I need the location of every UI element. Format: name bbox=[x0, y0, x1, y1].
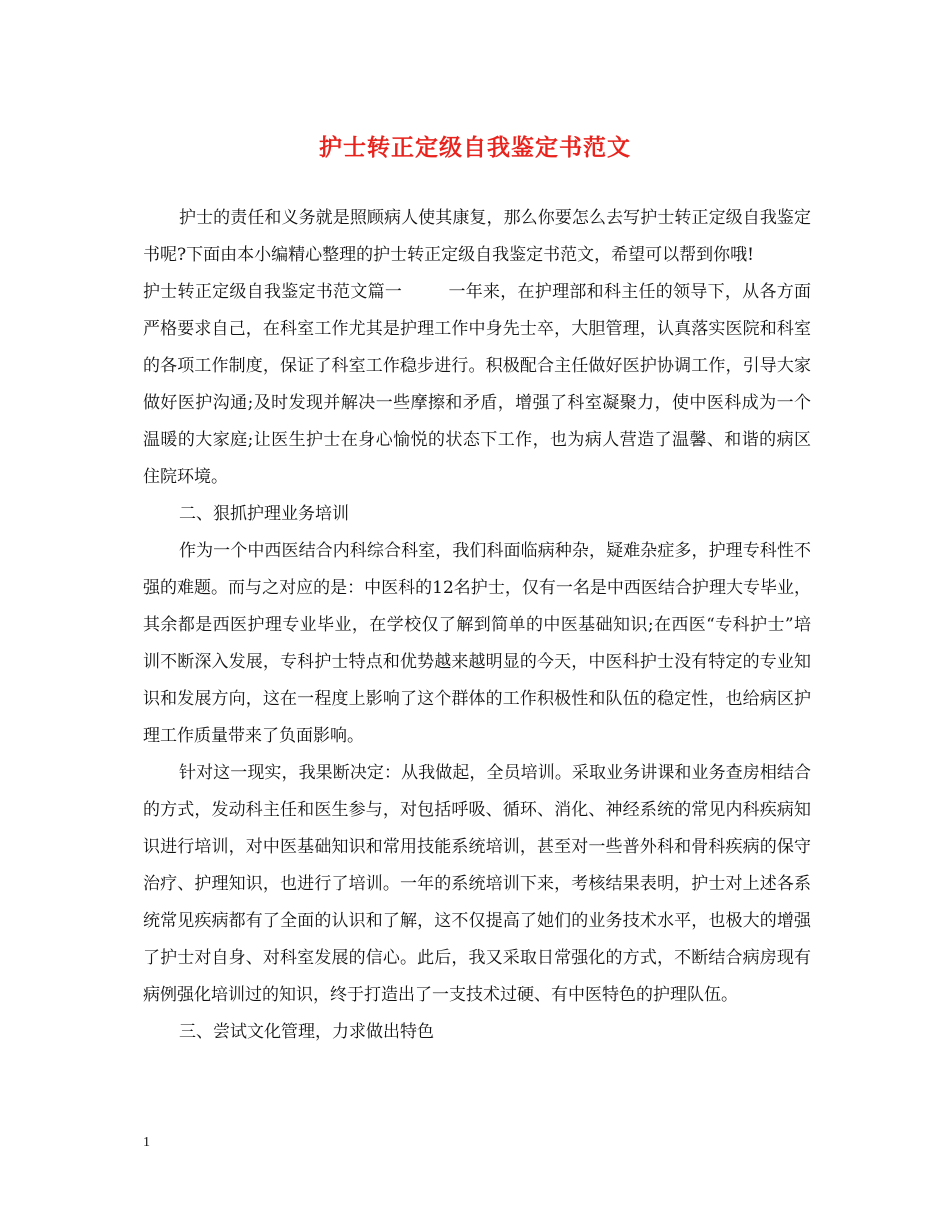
document-title: 护士转正定级自我鉴定书范文 bbox=[319, 134, 631, 161]
section-one-text: 一年来，在护理部和科主任的领导下，从各方面严格要求自己，在科室工作尤其是护理工作中身先士卒，大胆管理，认真落实医院和科室的各项工作制度，保证了科室工作稳步进行。积极配合主任做好医护协调工作，引导大家做好医护沟通;及时发现并解决一些摩擦和矛盾，增强了科室凝聚力，使中医科成为一个温暖的大家庭;让医生护士在身心愉悦的状态下工作，也为病人营造了温馨、和谐的病区住院环境。 bbox=[143, 282, 812, 487]
intro-paragraph: 护士的责任和义务就是照顾病人使其康复，那么你要怎么去写护士转正定级自我鉴定书呢?下面由本小编精心整理的护士转正定级自我鉴定书范文，希望可以帮到你哦! bbox=[143, 208, 811, 265]
section-one-label: 护士转正定级自我鉴定书范文篇一 bbox=[143, 282, 403, 302]
heading-three: 三、尝试文化管理，力求做出特色 bbox=[179, 1022, 434, 1042]
document-body bbox=[143, 200, 811, 1051]
page-number: 1 bbox=[143, 1135, 150, 1150]
section-one-paragraph bbox=[143, 274, 811, 496]
paragraph-two-a: 作为一个中西医结合内科综合科室，我们科面临病种杂，疑难杂症多，护理专科性不强的难题。而与之对应的是：中医科的12名护士，仅有一名是中西医结合护理大专毕业，其余都是西医护理专业毕业，在学校仅了解到简单的中医基础知识;在西医“专科护士”培训不断深入发展，专科护士特点和优势越来越明显的今天，中医科护士没有特定的专业知识和发展方向，这在一程度上影响了这个群体的工作积极性和队伍的稳定性，也给病区护理工作质量带来了负面影响。 bbox=[143, 541, 811, 746]
paragraph-two-b: 针对这一现实，我果断决定：从我做起，全员培训。采取业务讲课和业务查房相结合的方式，发动科主任和医生参与，对包括呼吸、循环、消化、神经系统的常见内科疾病知识进行培训，对中医基础知识和常用技能系统培训，甚至对一些普外科和骨科疾病的保守治疗、护理知识，也进行了培训。一年的系统培训下来，考核结果表明，护士对上述各系统常见疾病都有了全面的认识和了解，这不仅提高了她们的业务技术水平，也极大的增强了护士对自身、对科室发展的信心。此后，我又采取日常强化的方式，不断结合病房现有病例强化培训过的知识，终于打造出了一支技术过硬、有中医特色的护理队伍。 bbox=[143, 763, 811, 1005]
heading-two: 二、狠抓护理业务培训 bbox=[179, 504, 349, 524]
